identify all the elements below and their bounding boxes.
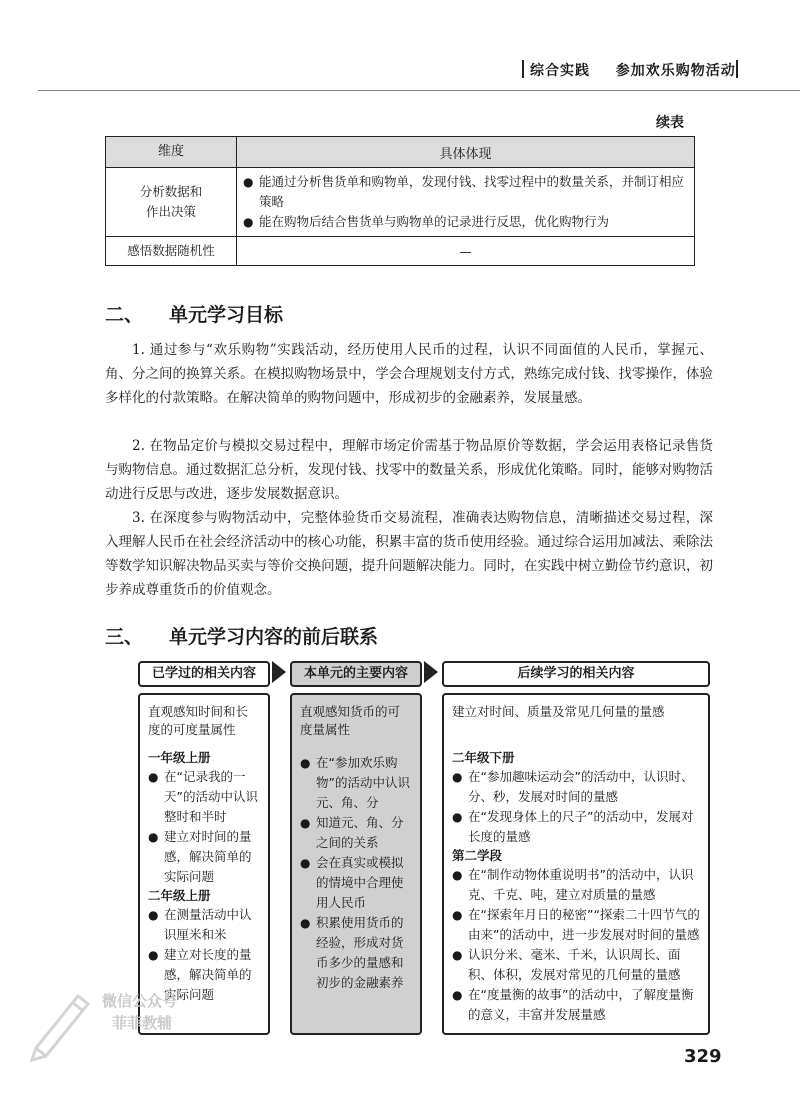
list-item: ● 在“发现身体上的尺子”的活动中，发展对长度的量感 [452, 807, 700, 847]
grade-label: 二年级下册 [452, 750, 515, 765]
watermark [22, 982, 182, 1066]
table-row [106, 168, 695, 237]
list-item: ● 在“探索年月日的秘密”“探索二十四节气的由来”的活动中，进一步发展对时间的量感 [452, 905, 700, 945]
prior-learning-tag: 已学过的相关内容 [138, 661, 270, 687]
list-item: ● 在“参加趣味运动会”的活动中，认识时、分、秒，发展对时间的量感 [452, 767, 700, 807]
watermark-line-1: 微信公众号 [102, 992, 178, 1010]
section-heading-goals [105, 300, 283, 327]
list-item: ● 在测量活动中认识厘米和米 [148, 905, 260, 945]
list-item: ● 在“制作动物体重说明书”的活动中，认识克、千克、吨，建立对质量的量感 [452, 865, 700, 905]
table-row [106, 237, 695, 266]
table-header-detail: 具体体现 [237, 137, 695, 168]
table-cell-detail: — [237, 237, 695, 266]
section-title: 单元学习内容的前后联系 [169, 626, 379, 648]
list-item: ● 会在真实或模拟的情境中合理使用人民币 [300, 853, 412, 913]
table-cell-dimension [106, 168, 237, 237]
goal-paragraph-1: 1. 通过参与“欢乐购物”实践活动，经历使用人民币的过程，认识不同面值的人民币，掌握元、角、分之间的换算关系。在模拟购物场景中，学会合理规划支付方式，熟练完成付钱、找零操作，体验多样化的付款策略。在解决简单的购物问题中，形成初步的金融素养，发展量感。 [105, 342, 713, 406]
box-intro: 建立对时间、质量及常见几何量的量感 [452, 704, 665, 719]
dimension-line: 分析数据和 [139, 184, 203, 199]
detail-point: ● 能在购物后结合售货单与购物单的记录进行反思，优化购物行为 [243, 212, 688, 232]
dimension-table [105, 136, 695, 266]
current-unit-box [290, 693, 422, 1035]
table-header-dimension: 维度 [106, 137, 237, 168]
pencil-icon [22, 982, 102, 1062]
running-header [530, 60, 750, 80]
detail-point: ● 能通过分析售货单和购物单，发现付钱、找零过程中的数量关系，并制订相应策略 [243, 172, 688, 212]
table-cell-dimension: 感悟数据随机性 [106, 237, 237, 266]
list-item: ● 建立对长度的量感，解决简单的实际问题 [148, 945, 260, 1005]
box-intro: 直观感知时间和长度的可度量属性 [148, 704, 249, 737]
header-rule [38, 90, 800, 91]
section-title: 单元学习目标 [169, 304, 284, 326]
table-header-row [106, 137, 695, 168]
future-learning-box [442, 693, 710, 1035]
list-item: ● 建立对时间的量感，解决简单的实际问题 [148, 827, 260, 887]
section-number: 二、 [105, 304, 144, 326]
box-intro: 直观感知货币的可度量属性 [300, 704, 401, 737]
dimension-line: 作出决策 [145, 204, 196, 219]
section-heading-connections [105, 622, 378, 649]
goal-paragraph-2: 2. 在物品定价与模拟交易过程中，理解市场定价需基于物品原价等数据，学会运用表格记录售货与购物信息。通过数据汇总分析，发现付钱、找零中的数量关系，形成优化策略。同时，能够对购物活动进行反思与改进，逐步发展数据意识。 [105, 438, 713, 502]
grade-label: 一年级上册 [148, 750, 211, 765]
list-item: ● 在“参加欢乐购物”的活动中认识元、角、分 [300, 753, 412, 813]
header-divider-right [736, 60, 738, 78]
list-item: ● 在“度量衡的故事”的活动中，了解度量衡的意义，丰富并发展量感 [452, 985, 700, 1025]
stage-label: 第二学段 [452, 848, 503, 863]
arrow-right-icon [424, 661, 438, 683]
watermark-line-2: 菲菲教辅 [112, 1014, 173, 1032]
list-item: ● 在“记录我的一天”的活动中认识整时和半时 [148, 767, 260, 827]
list-item: ● 认识分米、毫米、千米，认识周长、面积、体积，发展对常见的几何量的量感 [452, 945, 700, 985]
list-item: ● 积累使用货币的经验，形成对货币多少的量感和初步的金融素养 [300, 913, 412, 993]
future-learning-tag: 后续学习的相关内容 [442, 661, 710, 687]
header-divider-left [522, 60, 524, 78]
header-activity: 参加欢乐购物活动 [615, 63, 736, 79]
grade-label: 二年级上册 [148, 888, 211, 903]
continued-label: 续表 [656, 115, 684, 131]
header-chapter: 综合实践 [530, 63, 590, 79]
current-unit-tag: 本单元的主要内容 [290, 661, 422, 687]
page-number: 329 [684, 1046, 722, 1067]
list-item: ● 知道元、角、分之间的关系 [300, 813, 412, 853]
arrow-right-icon [272, 661, 286, 683]
goal-paragraph-3: 3. 在深度参与购物活动中，完整体验货币交易流程，准确表达购物信息，清晰描述交易过程，深入理解人民币在社会经济活动中的核心功能，积累丰富的货币使用经验。通过综合运用加减法、乘除法等数学知识解决物品买卖与等价交换问题，提升问题解决能力。同时，在实践中树立勤俭节约意识，初步养成尊重货币的价值观念。 [105, 510, 713, 598]
table-cell-detail [237, 168, 695, 237]
section-number: 三、 [105, 626, 144, 648]
